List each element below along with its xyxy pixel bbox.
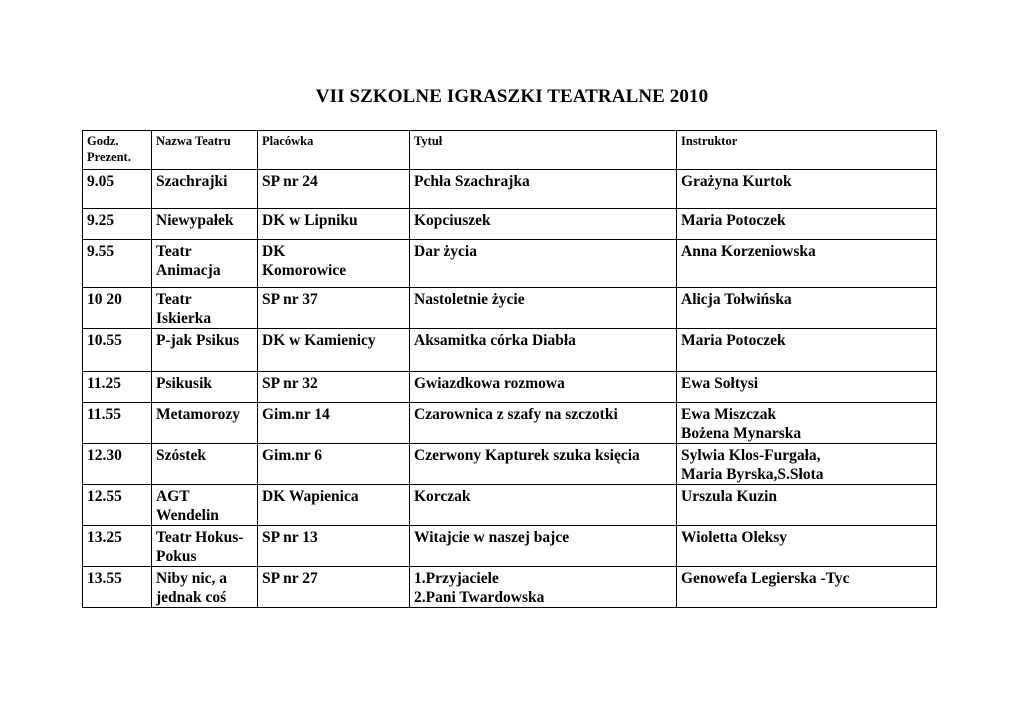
cell-title	[410, 485, 677, 526]
cell-theatre	[152, 288, 258, 329]
cell-instructor-line: Ewa Sołtysi	[681, 375, 759, 392]
cell-time: 10 20	[83, 288, 152, 329]
cell-title-line: Aksamitka córka Diabła	[414, 332, 576, 349]
cell-venue	[258, 526, 410, 567]
cell-theatre	[152, 329, 258, 372]
cell-venue-line: Gim.nr 14	[262, 406, 330, 423]
cell-venue-line: DK w Lipniku	[262, 212, 358, 229]
cell-time: 9.55	[83, 240, 152, 288]
cell-venue-line: SP nr 24	[262, 173, 318, 190]
cell-title-line: Czarownica z szafy na szczotki	[414, 406, 618, 423]
schedule-table	[82, 130, 937, 608]
schedule-body	[83, 170, 937, 608]
table-row	[83, 209, 937, 240]
cell-venue-line: Komorowice	[262, 262, 347, 279]
cell-theatre-line: Szachrajki	[156, 173, 228, 190]
header-title: Tytuł	[410, 131, 677, 170]
header-time-line: Godz.	[87, 134, 119, 148]
cell-title	[410, 329, 677, 372]
table-row	[83, 567, 937, 608]
cell-instructor-line: Maria Byrska,S.Słota	[681, 466, 824, 483]
cell-theatre	[152, 485, 258, 526]
table-row	[83, 240, 937, 288]
cell-theatre	[152, 372, 258, 403]
cell-theatre	[152, 403, 258, 444]
cell-instructor-line: Alicja Tołwińska	[681, 291, 792, 308]
header-time	[83, 131, 152, 170]
table-row	[83, 526, 937, 567]
cell-time: 12.30	[83, 444, 152, 485]
cell-venue-line: SP nr 13	[262, 529, 318, 546]
cell-title	[410, 372, 677, 403]
cell-theatre-line: jednak coś	[156, 589, 227, 606]
cell-instructor-line: Bożena Mynarska	[681, 425, 802, 442]
table-row	[83, 329, 937, 372]
cell-theatre-line: Teatr Hokus-	[156, 529, 244, 546]
cell-instructor-line: Maria Potoczek	[681, 212, 786, 229]
cell-instructor	[677, 288, 937, 329]
header-time-line: Prezent.	[87, 150, 131, 164]
cell-instructor	[677, 329, 937, 372]
cell-time: 12.55	[83, 485, 152, 526]
cell-instructor	[677, 209, 937, 240]
table-row	[83, 444, 937, 485]
table-row	[83, 485, 937, 526]
cell-theatre	[152, 209, 258, 240]
cell-venue	[258, 403, 410, 444]
cell-title	[410, 567, 677, 608]
cell-venue	[258, 288, 410, 329]
cell-title	[410, 526, 677, 567]
cell-venue	[258, 444, 410, 485]
cell-title-line: Nastoletnie życie	[414, 291, 525, 308]
cell-venue-line: SP nr 32	[262, 375, 318, 392]
cell-venue	[258, 329, 410, 372]
cell-theatre-line: Iskierka	[156, 310, 212, 327]
cell-theatre-line: Psikusik	[156, 375, 213, 392]
cell-title	[410, 444, 677, 485]
cell-instructor	[677, 240, 937, 288]
table-row	[83, 170, 937, 209]
cell-venue	[258, 485, 410, 526]
cell-venue-line: DK	[262, 243, 286, 260]
cell-time: 11.25	[83, 372, 152, 403]
cell-theatre-line: Pokus	[156, 548, 197, 565]
cell-title-line: 1.Przyjaciele	[414, 570, 499, 587]
cell-time: 9.25	[83, 209, 152, 240]
page-title: VII SZKOLNE IGRASZKI TEATRALNE 2010	[315, 86, 709, 107]
cell-theatre-line: Niewypałek	[156, 212, 234, 229]
cell-title-line: Korczak	[414, 488, 471, 505]
cell-title-line: Witajcie w naszej bajce	[414, 529, 570, 546]
cell-instructor-line: Sylwia Klos-Furgała,	[681, 447, 821, 464]
cell-venue-line: SP nr 37	[262, 291, 318, 308]
cell-venue-line: SP nr 27	[262, 570, 318, 587]
header-venue: Placówka	[258, 131, 410, 170]
cell-instructor-line: Genowefa Legierska -Tyc	[681, 570, 850, 587]
cell-instructor	[677, 444, 937, 485]
cell-venue	[258, 170, 410, 209]
cell-venue	[258, 240, 410, 288]
cell-time: 11.55	[83, 403, 152, 444]
cell-instructor	[677, 403, 937, 444]
cell-title	[410, 403, 677, 444]
cell-venue-line: DK Wapienica	[262, 488, 359, 505]
cell-theatre	[152, 240, 258, 288]
cell-venue	[258, 372, 410, 403]
cell-title-line: Czerwony Kapturek szuka księcia	[414, 447, 640, 464]
cell-instructor	[677, 485, 937, 526]
table-row	[83, 288, 937, 329]
cell-venue-line: DK w Kamienicy	[262, 332, 376, 349]
cell-title-line: Pchła Szachrajka	[414, 173, 530, 190]
header-row	[83, 131, 937, 170]
cell-title-line: Gwiazdkowa rozmowa	[414, 375, 565, 392]
cell-instructor-line: Maria Potoczek	[681, 332, 786, 349]
cell-theatre-line: Metamorozy	[156, 406, 241, 423]
cell-instructor-line: Anna Korzeniowska	[681, 243, 816, 260]
cell-instructor-line: Wioletta Oleksy	[681, 529, 788, 546]
cell-title	[410, 288, 677, 329]
cell-theatre-line: Wendelin	[156, 507, 219, 524]
cell-instructor	[677, 567, 937, 608]
cell-theatre	[152, 526, 258, 567]
cell-instructor	[677, 170, 937, 209]
cell-theatre-line: Teatr	[156, 243, 192, 260]
table-row	[83, 372, 937, 403]
cell-instructor	[677, 372, 937, 403]
cell-instructor	[677, 526, 937, 567]
cell-theatre-line: Szóstek	[156, 447, 206, 464]
cell-theatre	[152, 567, 258, 608]
header-theatre: Nazwa Teatru	[152, 131, 258, 170]
cell-title	[410, 170, 677, 209]
cell-title-line: Dar życia	[414, 243, 477, 260]
table-row	[83, 403, 937, 444]
cell-title-line: Kopciuszek	[414, 212, 491, 229]
cell-theatre-line: Animacja	[156, 262, 221, 279]
cell-time: 9.05	[83, 170, 152, 209]
cell-instructor-line: Urszula Kuzin	[681, 488, 778, 505]
cell-instructor-line: Grażyna Kurtok	[681, 173, 792, 190]
header-instructor: Instruktor	[677, 131, 937, 170]
cell-title-line: 2.Pani Twardowska	[414, 589, 545, 606]
cell-venue	[258, 209, 410, 240]
cell-theatre-line: Niby nic, a	[156, 570, 228, 587]
cell-theatre	[152, 444, 258, 485]
cell-theatre-line: P-jak Psikus	[156, 332, 240, 349]
cell-venue	[258, 567, 410, 608]
cell-venue-line: Gim.nr 6	[262, 447, 322, 464]
cell-title	[410, 240, 677, 288]
cell-theatre-line: Teatr	[156, 291, 192, 308]
cell-time: 13.55	[83, 567, 152, 608]
cell-time: 13.25	[83, 526, 152, 567]
cell-time: 10.55	[83, 329, 152, 372]
cell-instructor-line: Ewa Miszczak	[681, 406, 777, 423]
cell-theatre-line: AGT	[156, 488, 190, 505]
cell-theatre	[152, 170, 258, 209]
cell-title	[410, 209, 677, 240]
